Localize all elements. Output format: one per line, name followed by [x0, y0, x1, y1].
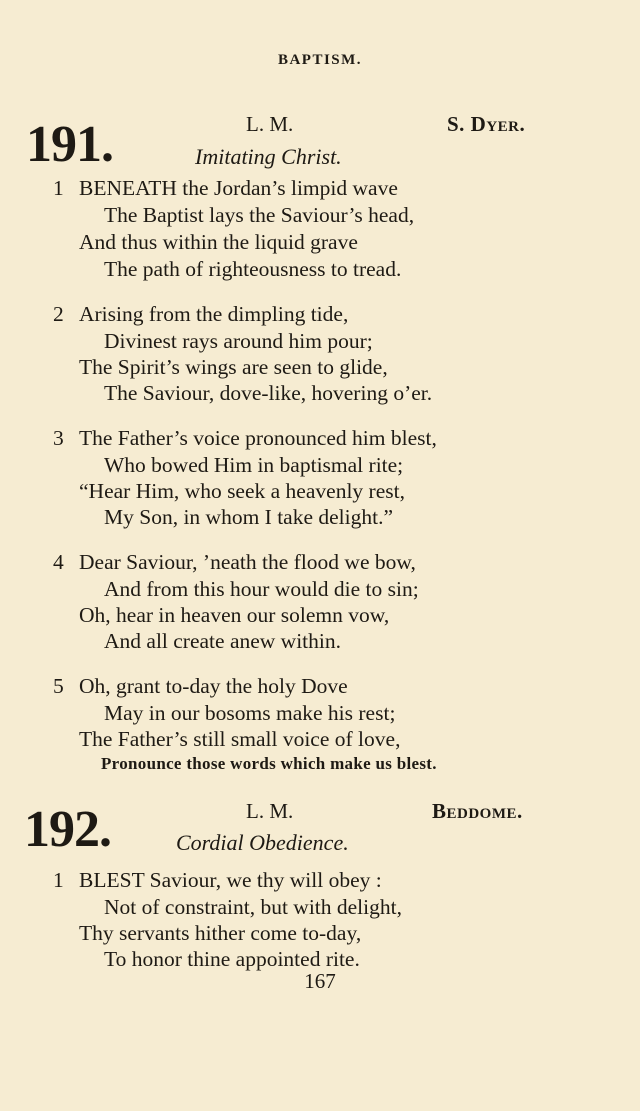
page-number: 167 — [304, 969, 336, 993]
verse-line: And all create anew within. — [104, 629, 342, 653]
verse-line: 5 Oh, grant to-day the holy Dove — [53, 674, 348, 698]
verse-number: 2 — [53, 302, 64, 326]
hymn-author: S. Dyer. — [447, 112, 526, 136]
hymn-meter: L. M. — [246, 799, 294, 823]
hymn-number: 192. — [24, 801, 111, 858]
verse-line: The Saviour, dove-like, hovering o’er. — [104, 381, 433, 405]
verse-line: My Son, in whom I take delight.” — [104, 505, 394, 529]
verse-line: 2 Arising from the dimpling tide, — [53, 302, 349, 326]
verse-number: 1 — [53, 176, 64, 200]
verse-line: Not of constraint, but with delight, — [104, 895, 402, 919]
verse-number: 5 — [53, 674, 64, 698]
verse-line: Who bowed Him in baptismal rite; — [104, 453, 404, 477]
verse-number: 1 — [53, 868, 64, 892]
verse-line: The Spirit’s wings are seen to glide, — [79, 355, 388, 379]
verse-line: To honor thine appointed rite. — [104, 947, 360, 971]
verse-line: Divinest rays around him pour; — [104, 329, 373, 353]
verse-line: The Father’s still small voice of love, — [79, 727, 401, 751]
hymn-author: Beddome. — [432, 799, 523, 823]
verse-line: May in our bosoms make his rest; — [104, 701, 396, 725]
hymn-title: Cordial Obedience. — [176, 830, 349, 855]
page-header: BAPTISM. — [277, 52, 363, 68]
hymn-title: Imitating Christ. — [195, 144, 342, 169]
verse-line: 4 Dear Saviour, ’neath the flood we bow, — [53, 550, 416, 574]
hymn-number: 191. — [26, 116, 113, 173]
verse-line: The path of righteousness to tread. — [104, 257, 402, 281]
verse-number: 3 — [53, 426, 64, 450]
hymn-meter: L. M. — [246, 112, 294, 136]
verse-line: 1 BLEST Saviour, we thy will obey : — [53, 868, 382, 892]
verse-line: The Baptist lays the Saviour’s head, — [104, 203, 415, 227]
verse-line: 3 The Father’s voice pronounced him blest, — [53, 426, 437, 450]
verse-line: “Hear Him, who seek a heavenly rest, — [79, 479, 405, 503]
verse-line: And thus within the liquid grave — [79, 230, 358, 254]
verse-line: Thy servants hither come to-day, — [79, 921, 362, 945]
verse-line: Oh, hear in heaven our solemn vow, — [79, 603, 390, 627]
verse-line: Pronounce those words which make us blest. — [101, 754, 437, 773]
verse-line: 1 BENEATH the Jordan’s limpid wave — [53, 176, 398, 200]
verse-line: And from this hour would die to sin; — [104, 577, 419, 601]
verse-number: 4 — [53, 550, 64, 574]
